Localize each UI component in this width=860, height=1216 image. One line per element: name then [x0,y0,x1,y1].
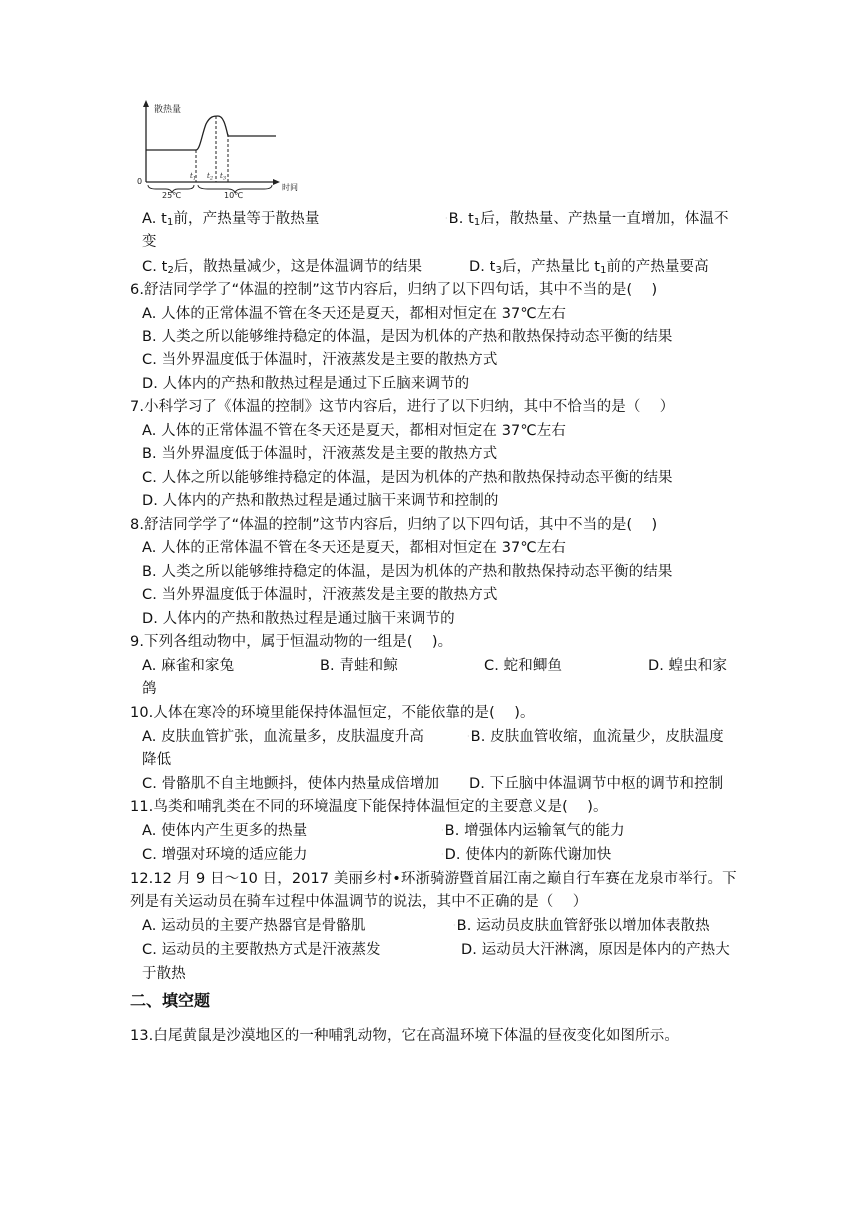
q7-option-b: B. 当外界温度低于体温时，汗液蒸发是主要的散热方式 [142,446,498,462]
q7-option-c: C. 人体之所以能够维持稳定的体温，是因为机体的产热和散热保持动态平衡的结果 [142,470,673,486]
q8-stem: 8.舒洁同学学了“体温的控制”这节内容后，归纳了以下四句话，其中不当的是( ) [130,517,658,533]
q12-option-d: D. 运动员大汗淋漓，原因是体内的产热大 [461,942,730,958]
q5-option-c: C. $t_2$后，散热量减少，这是体温调节的结果 [142,259,423,276]
q10-option-d: D. 下丘脑中体温调节中枢的调节和控制 [469,776,724,792]
q12-option-c: C. 运动员的主要散热方式是汗液蒸发 [142,942,381,958]
y-axis-label: 散热量 [154,105,182,115]
q10-stem: 10.人体在寒冷的环境里能保持体温恒定，不能依靠的是( )。 [130,705,535,721]
t1-label: $t_1$ [190,172,197,182]
q11-stem: 11.鸟类和哺乳类在不同的环境温度下能保持体温恒定的主要意义是( )。 [130,799,608,815]
q9-option-b: B. 青蛙和鲸 [320,658,398,674]
q6-option-c: C. 当外界温度低于体温时，汗液蒸发是主要的散热方式 [142,352,498,368]
q8-option-b: B. 人类之所以能够维持稳定的体温，是因为机体的产热和散热保持动态平衡的结果 [142,564,673,580]
q12-option-d-cont: 于散热 [142,966,186,982]
q9-option-d-cont: 鸽 [142,681,157,697]
q12-stem: 12.12 月 9 日～10 日，2017 美丽乡村•环浙骑游暨首届江南之巅自行车赛在龙泉市举行。下 [130,871,737,887]
temp-25c-label: 25℃ [162,191,182,200]
q9-option-d: D. 蝗虫和家 [648,658,728,674]
x-axis-label: 时间 [282,183,298,192]
q5-option-d: D. $t_3$后，产热量比 $t_1$前的产热量要高 [469,259,709,276]
q11-option-a: A. 使体内产生更多的热量 [142,823,308,839]
q8-option-a: A. 人体的正常体温不管在冬天还是夏天，都相对恒定在 37℃左右 [142,540,566,556]
q9-stem: 9.下列各组动物中，属于恒温动物的一组是( )。 [130,634,453,650]
x-axis-arrow [273,179,280,185]
section-title-fill-in: 二、填空题 [130,991,211,1010]
q12-option-a: A. 运动员的主要产热器官是骨骼肌 [142,918,366,934]
q8-option-c: C. 当外界温度低于体温时，汗液蒸发是主要的散热方式 [142,587,498,603]
t2-label: $t_2$ [207,172,214,182]
q6-option-b: B. 人类之所以能够维持稳定的体温，是因为机体的产热和散热保持动态平衡的结果 [142,329,673,345]
q9-option-a: A. 麻雀和家兔 [142,658,235,674]
q6-option-d: D. 人体内的产热和散热过程是通过下丘脑来调节的 [142,376,470,392]
q6-stem: 6.舒洁同学学了“体温的控制”这节内容后，归纳了以下四句话，其中不当的是( ) [130,282,658,298]
q9-option-c: C. 蛇和鲫鱼 [484,658,563,674]
origin-label: 0 [137,177,143,186]
heat-dissipation-figure [136,98,308,200]
t3-label: $t_3$ [220,172,227,182]
q5-option-b: ·B. $t_1$后，散热量、产热量一直增加，体温不 [445,211,729,228]
q12-option-b: ·B. 运动员皮肤血管舒张以增加体表散热 [453,918,710,934]
q10-option-b: ·B. 皮肤血管收缩，血流量少，皮肤温度 [467,729,724,745]
q6-option-a: A. 人体的正常体温不管在冬天还是夏天，都相对恒定在 37℃左右 [142,306,566,322]
q11-option-b: ·B. 增强体内运输氧气的能力 [441,823,625,839]
q8-option-d: D. 人体内的产热和散热过程是通过脑干来调节的 [142,611,455,627]
heat-dissipation-graph [136,98,308,200]
heat-curve [146,116,276,150]
temp-10c-label: 10℃ [224,191,244,200]
q10-option-b-cont: 降低 [142,752,172,768]
q10-option-c: C. 骨骼肌不自主地颤抖，使体内热量成倍增加 [142,776,440,792]
y-axis-arrow [143,100,149,107]
q11-option-c: C. 增强对环境的适应能力 [142,847,308,863]
q13-stem: 13.白尾黄鼠是沙漠地区的一种哺乳动物，它在高温环境下体温的昼夜变化如图所示。 [130,1028,679,1044]
q5-option-b-cont: 变 [142,234,157,250]
q5-option-a: A. $t_1$前，产热量等于散热量 [142,211,320,228]
q11-option-d: ·D. 使体内的新陈代谢加快 [441,847,612,863]
q12-stem-cont: 列是有关运动员在骑车过程中体温调节的说法，其中不正确的是（ ） [130,894,588,910]
q7-stem: 7.小科学习了《体温的控制》这节内容后，进行了以下归纳，其中不恰当的是（ ） [130,399,675,415]
q7-option-a: A. 人体的正常体温不管在冬天还是夏天，都相对恒定在 37℃左右 [142,423,566,439]
q10-option-a: A. 皮肤血管扩张，血流量多，皮肤温度升高 [142,729,424,745]
q7-option-d: D. 人体内的产热和散热过程是通过脑干来调节和控制的 [142,493,499,509]
